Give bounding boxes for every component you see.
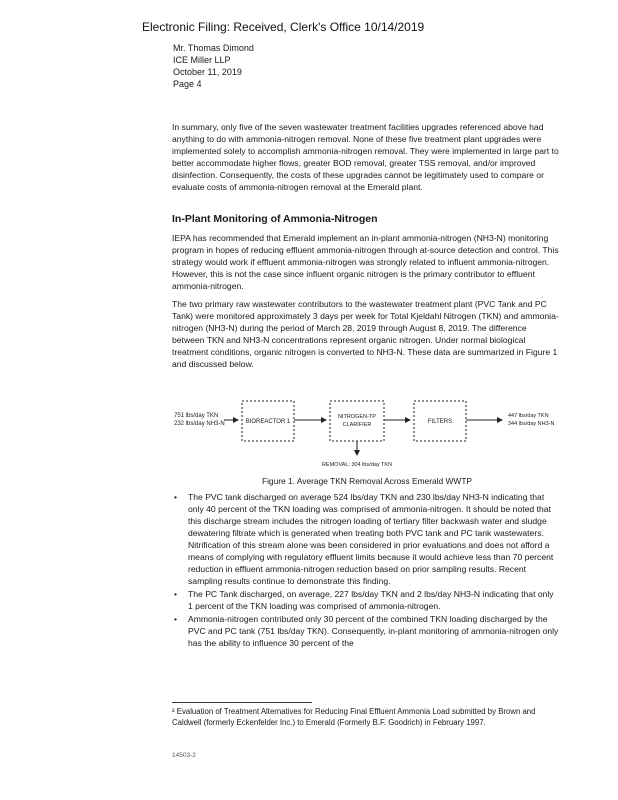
bullet-marker: • [174, 589, 178, 599]
contributors-paragraph: The two primary raw wastewater contributors to the wastewater treatment plant (PVC Tank and PC Tank) were monitored approximately 3 days per week for Total Kjeldahl Nitrogen (TKN) and ammonia-nitrogen (NH3-N) during the period of March 28, 2019 through August 8, 2019. The difference between TKN and NH3-N concentrations represent organic nitrogen. Under normal biological treatment conditions, organic nitrogen is converted to NH3-N. These data are summarized in Figure 1 and discussed below. [172, 299, 559, 369]
bullet-marker: • [174, 492, 178, 502]
clarifier-label-line1: NITROGEN-TP [338, 414, 376, 420]
bioreactor-label: BIOREACTOR 1 [245, 419, 291, 425]
list-item [172, 491, 560, 587]
bullet-marker: • [174, 614, 178, 624]
output-tkn-label: 447 lbs/day TKN [508, 413, 549, 419]
removal-label: REMOVAL: 304 lbs/day TKN [321, 462, 393, 468]
recipient-name: Mr. Thomas Dimond [173, 43, 254, 53]
list-item [172, 613, 560, 649]
recipient-firm: ICE Miller LLP [173, 55, 231, 65]
findings-list [172, 491, 560, 649]
clarifier-box [330, 401, 384, 441]
clarifier-label-line2: CLARIFIER [342, 422, 372, 428]
page-number: Page 4 [173, 79, 202, 89]
input-tkn-label: 751 lbs/day TKN [174, 413, 219, 419]
footnote: ² Evaluation of Treatment Alternatives for Reducing Final Effluent Ammonia Load submitted by Brown and Caldwell (formerly Eckenfelder Inc.) to Emerald (Formerly B.F. Goodrich) in February 1997. [172, 707, 536, 727]
iepa-paragraph: IEPA has recommended that Emerald implement an in-plant ammonia-nitrogen (NH3-N) monitoring program in hopes of reducing effluent ammonia-nitrogen through at-source detection and control. This strategy would work if effluent ammonia-nitrogen was strongly related to influent ammonia-nitrogen. However, this is not the case since influent organic nitrogen is the primary contributor to effluent ammonia-nitrogen. [172, 233, 559, 291]
footnote-divider [172, 702, 312, 703]
summary-paragraph: In summary, only five of the seven wastewater treatment facilities upgrades referenced above had anything to do with ammonia-nitrogen removal. None of these five treatment plant upgrades were implemented solely to accomplish ammonia-nitrogen removal. They were implemented in large part to better accommodate higher flows, greater BOD removal, greater TSS removal, and/or improved disinfection. Consequently, the costs of these upgrades cannot be legitimately used to compare or evaluate costs of ammonia-nitrogen removal at the Emerald plant. [172, 122, 559, 192]
pc-tank-finding: The PC Tank discharged, on average, 227 lbs/day TKN and 2 lbs/day NH3-N indicating that only 1 percent of the TKN loading was comprised of ammonia-nitrogen. [188, 589, 554, 611]
section-heading: In-Plant Monitoring of Ammonia-Nitrogen [172, 213, 378, 225]
document-id-mark: 14503-2 [172, 752, 196, 759]
list-item [172, 588, 560, 612]
ammonia-contribution-finding: Ammonia-nitrogen contributed only 30 percent of the combined TKN loading discharged by the PVC and PC tank (751 lbs/day TKN). Consequently, in-plant monitoring of ammonia-nitrogen only has the ability to influence 30 percent of the [188, 614, 559, 648]
pvc-tank-finding: The PVC tank discharged on average 524 lbs/day TKN and 230 lbs/day NH3-N indicating that only 40 percent of the TKN loading was comprised of ammonia-nitrogen. It should be noted that this discharge stream includes the nitrogen loading of tertiary filter backwash water and sludge dewatering filtrate which is generated when treating both PVC tank and PC tank wastewaters. Nitrification of this stream alone was been considered in prior evaluations and does not afford a means of complying with regulatory effluent limits because it would achieve less than 70 percent reduction in effluent ammonia-nitrogen reduction based on prior sampling results. Recent sampling results continue to demonstrate this finding. [188, 492, 554, 586]
output-nh3-label: 344 lbs/day NH3-N [508, 421, 555, 427]
letter-date: October 11, 2019 [173, 67, 242, 77]
input-nh3-label: 232 lbs/day NH3-N [174, 421, 225, 427]
filters-label: FILTERS [427, 419, 453, 425]
figure-caption: Figure 1. Average TKN Removal Across Emerald WWTP [261, 476, 473, 486]
tkn-removal-diagram [172, 393, 562, 473]
filing-stamp-header: Electronic Filing: Received, Clerk's Office 10/14/2019 [142, 20, 425, 34]
